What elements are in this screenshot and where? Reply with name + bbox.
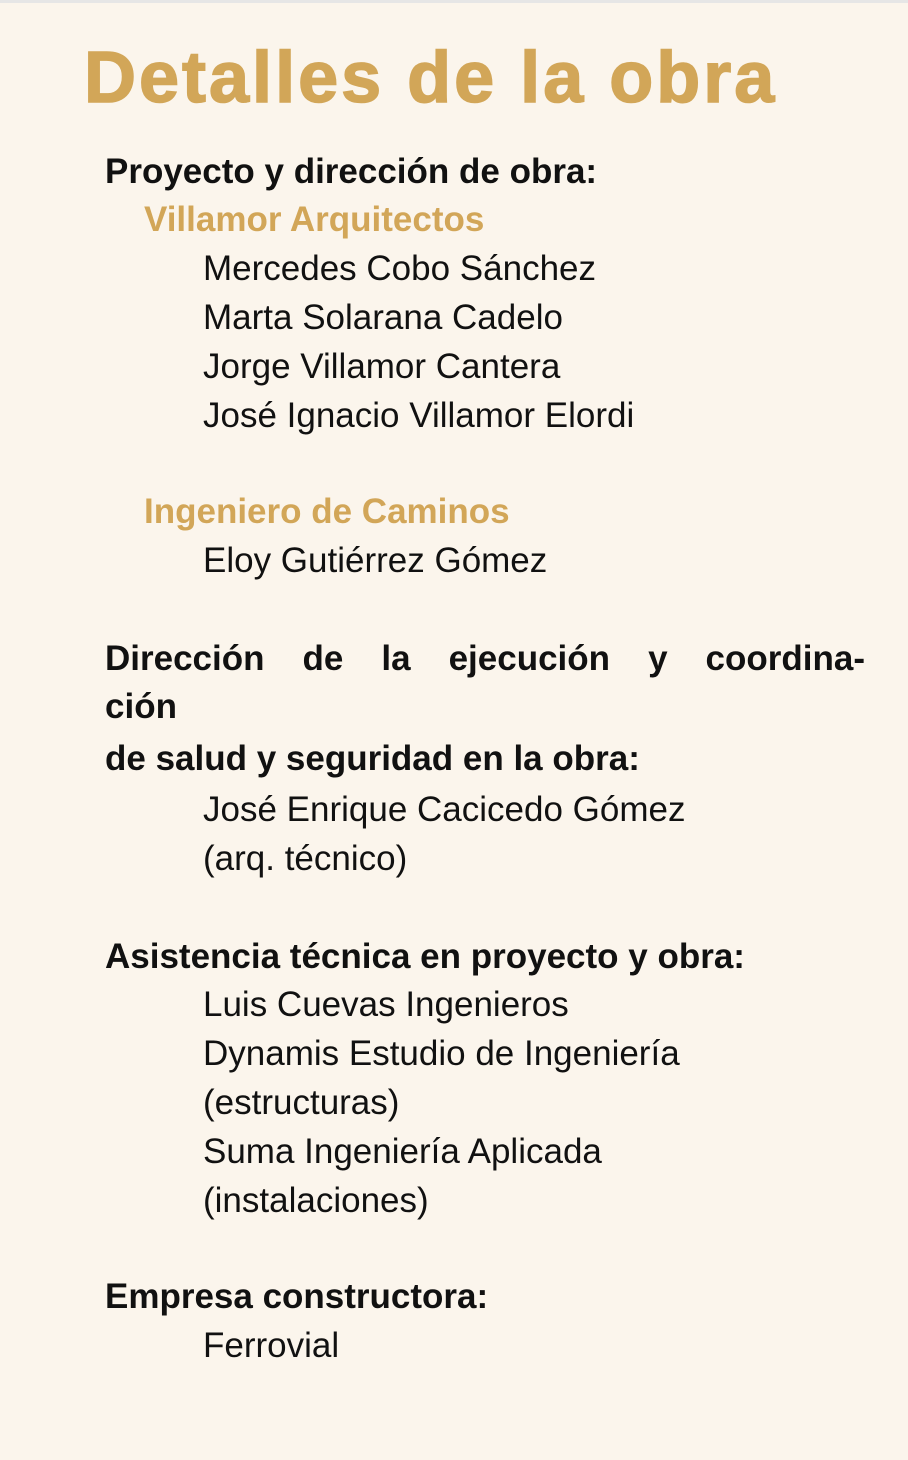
person-name: José Enrique Cacicedo Gómez [203, 790, 686, 829]
company-role: (estructuras) [203, 1083, 400, 1122]
section-heading-empresa: Empresa constructora: [105, 1277, 489, 1316]
company-name: Luis Cuevas Ingenieros [203, 985, 569, 1024]
section-heading-asistencia: Asistencia técnica en proyecto y obra: [105, 937, 745, 976]
person-name: Marta Solarana Cadelo [203, 298, 563, 337]
top-divider [0, 0, 908, 3]
person-name: Mercedes Cobo Sánchez [203, 249, 596, 288]
section-heading-proyecto: Proyecto y dirección de obra: [105, 152, 598, 191]
person-name: José Ignacio Villamor Elordi [203, 396, 635, 435]
subheading-villamor-arquitectos: Villamor Arquitectos [144, 200, 485, 239]
section-heading-direccion-line3: de salud y seguridad en la obra: [105, 739, 640, 778]
page-title: Detalles de la obra [84, 38, 778, 118]
company-role: (instalaciones) [203, 1181, 429, 1220]
company-name: Ferrovial [203, 1326, 340, 1365]
company-name: Dynamis Estudio de Ingeniería [203, 1034, 680, 1073]
person-role: (arq. técnico) [203, 839, 408, 878]
section-heading-direccion-line2: ción [105, 687, 177, 726]
person-name: Eloy Gutiérrez Gómez [203, 541, 548, 580]
person-name: Jorge Villamor Cantera [203, 347, 561, 386]
company-name: Suma Ingeniería Aplicada [203, 1132, 602, 1171]
section-heading-direccion-line1: Dirección de la ejecución y coordina- [105, 639, 865, 678]
subheading-ingeniero-caminos: Ingeniero de Caminos [144, 492, 510, 531]
